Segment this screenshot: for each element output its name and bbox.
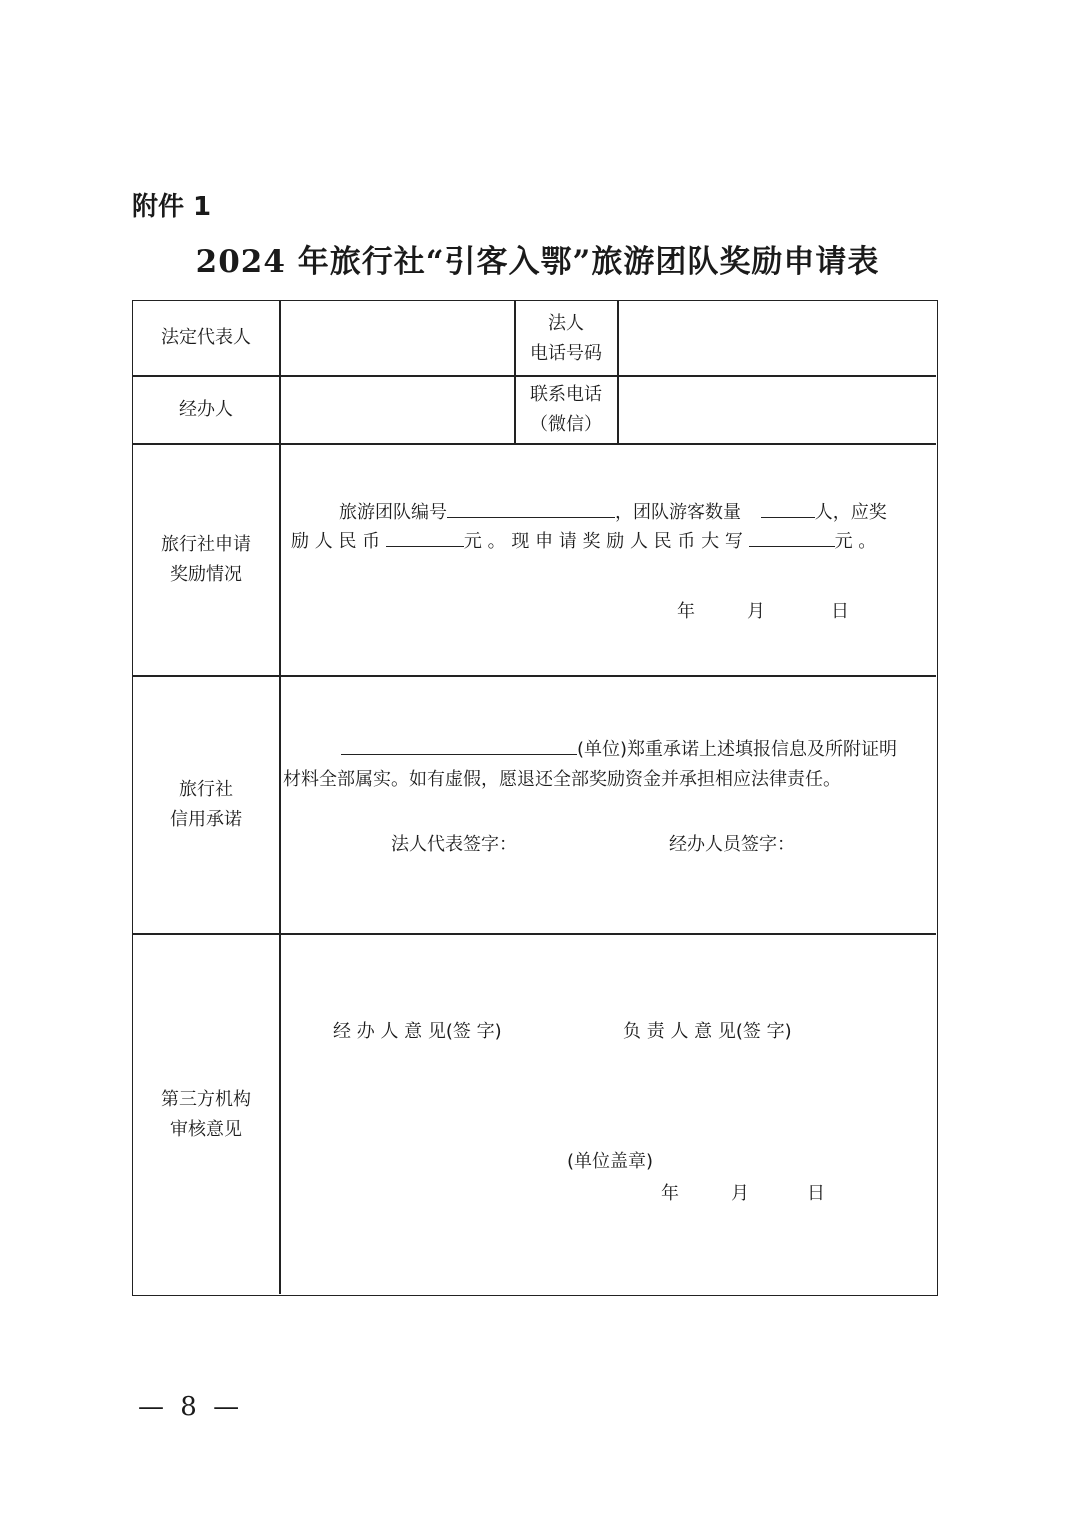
page-number: — 8 — — [138, 1392, 244, 1422]
contact-phone-label — [515, 377, 617, 443]
application-line1 — [339, 498, 887, 524]
reward-capital-label: 元 。 现 申 请 奖 励 人 民 币 大 写 — [463, 531, 743, 552]
commitment-text-1: (单位)郑重承诺上述填报信息及所附证明 — [577, 739, 898, 760]
review-date-day: 日 — [807, 1183, 825, 1204]
review-date-month: 月 — [731, 1183, 749, 1204]
legal-rep-label-text: 法定代表人 — [161, 327, 251, 348]
commitment-line2: 材料全部属实。如有虚假，愿退还全部奖励资金并承担相应法律责任。 — [283, 769, 841, 790]
reward-capital-blank[interactable] — [749, 528, 835, 547]
group-number-label: 旅游团队编号 — [339, 502, 447, 523]
form-title: 2024 年旅行社“引客入鄂”旅游团队奖励申请表 — [195, 244, 880, 280]
yuan-end-label: 元 。 — [834, 531, 877, 552]
contact-phone-field[interactable] — [619, 377, 935, 441]
legal-rep-label — [133, 301, 279, 375]
handler-opinion-label: 经 办 人 意 见(签 字) — [333, 1021, 502, 1042]
application-date-day: 日 — [831, 601, 849, 622]
commitment-label — [133, 677, 279, 933]
unit-seal-label: (单位盖章) — [567, 1151, 654, 1172]
contact-phone-label-line2: （微信） — [530, 414, 602, 435]
review-label-line1: 第三方机构 — [161, 1088, 251, 1110]
legal-signature-label: 法人代表签字： — [391, 834, 517, 855]
contact-phone-label-line1: 联系电话 — [530, 384, 602, 405]
legal-phone-label-line1: 法人 — [548, 313, 584, 334]
handler-signature-label: 经办人员签字： — [669, 834, 795, 855]
commitment-line1 — [341, 735, 897, 761]
commitment-label-line1: 旅行社 — [179, 779, 233, 800]
review-label — [133, 935, 279, 1294]
group-number-blank[interactable] — [447, 499, 615, 518]
reward-rmb-label: 励 人 民 币 — [291, 531, 381, 552]
attachment-label: 附件 1 — [132, 192, 212, 222]
handler-field[interactable] — [281, 377, 513, 441]
application-label-line2: 奖励情况 — [170, 564, 242, 585]
unit-name-blank[interactable] — [341, 736, 577, 755]
legal-phone-label-line2: 电话号码 — [530, 343, 602, 364]
legal-rep-field[interactable] — [281, 303, 513, 373]
application-line2 — [291, 527, 876, 553]
review-date-year: 年 — [661, 1183, 679, 1204]
legal-phone-label — [515, 305, 617, 373]
legal-phone-field[interactable] — [619, 303, 935, 373]
application-date-year: 年 — [677, 601, 695, 622]
tourist-count-blank[interactable] — [761, 499, 815, 518]
application-label — [133, 445, 279, 675]
column-divider — [279, 301, 281, 1294]
tourist-count-label: ，团队游客数量 — [615, 502, 741, 523]
manager-opinion-label: 负 责 人 意 见(签 字) — [623, 1021, 792, 1042]
reward-amount-blank[interactable] — [386, 528, 464, 547]
person-unit-label: 人，应奖 — [814, 502, 887, 523]
review-label-line2: 审核意见 — [170, 1118, 242, 1140]
handler-label — [133, 377, 279, 443]
application-form-table — [132, 300, 938, 1296]
application-label-line1: 旅行社申请 — [161, 534, 251, 555]
handler-label-text: 经办人 — [179, 399, 233, 420]
application-date-month: 月 — [747, 601, 765, 622]
commitment-label-line2: 信用承诺 — [170, 809, 242, 830]
